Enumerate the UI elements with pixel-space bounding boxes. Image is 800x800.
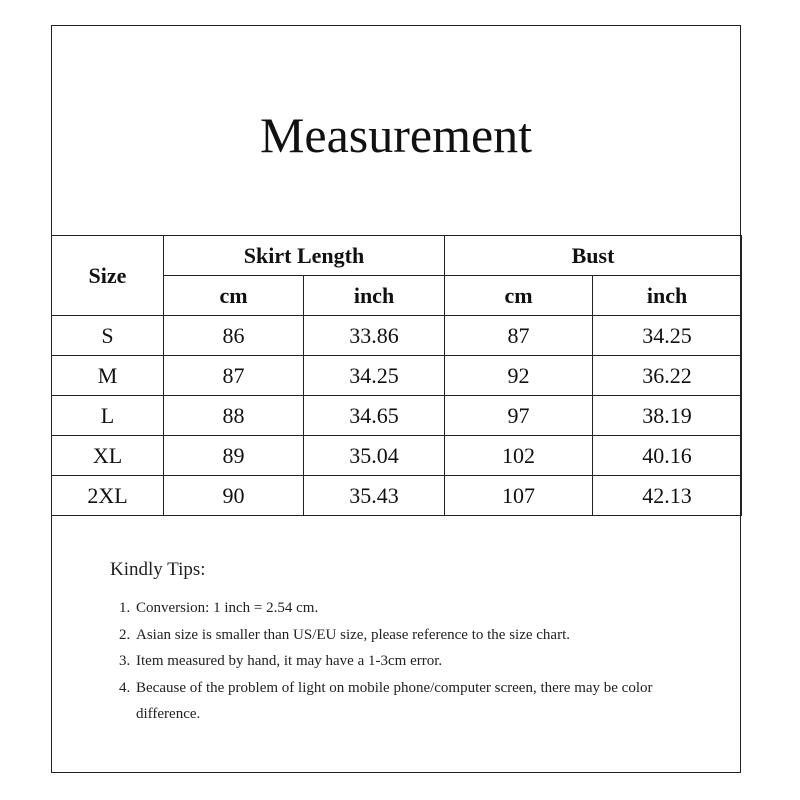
tip-item: 1. Conversion: 1 inch = 2.54 cm. bbox=[134, 595, 710, 622]
unit-header: cm bbox=[164, 276, 304, 316]
bust-header: Bust bbox=[445, 236, 742, 276]
table-cell: 107 bbox=[445, 476, 593, 516]
size-label: L bbox=[52, 396, 164, 436]
table-cell: 86 bbox=[164, 316, 304, 356]
skirt-length-header: Skirt Length bbox=[164, 236, 445, 276]
table-row bbox=[52, 436, 742, 476]
table-row bbox=[52, 396, 742, 436]
table-row bbox=[52, 316, 742, 356]
size-label: M bbox=[52, 356, 164, 396]
size-chart-table bbox=[51, 235, 742, 516]
unit-header: inch bbox=[304, 276, 445, 316]
table-cell: 35.04 bbox=[304, 436, 445, 476]
table-cell: 42.13 bbox=[593, 476, 742, 516]
tip-item: 4. Because of the problem of light on mobile phone/computer screen, there may be color difference. bbox=[134, 675, 710, 728]
table-cell: 36.22 bbox=[593, 356, 742, 396]
size-label: 2XL bbox=[52, 476, 164, 516]
unit-header: cm bbox=[445, 276, 593, 316]
size-header: Size bbox=[52, 236, 164, 316]
table-cell: 89 bbox=[164, 436, 304, 476]
table-cell: 40.16 bbox=[593, 436, 742, 476]
table-cell: 34.25 bbox=[304, 356, 445, 396]
table-cell: 90 bbox=[164, 476, 304, 516]
table-cell: 87 bbox=[164, 356, 304, 396]
table-row bbox=[52, 476, 742, 516]
table-cell: 34.25 bbox=[593, 316, 742, 356]
tip-item: 3. Item measured by hand, it may have a 1-3cm error. bbox=[134, 648, 710, 675]
page-title: Measurement bbox=[259, 107, 533, 163]
table-row bbox=[52, 356, 742, 396]
unit-header: inch bbox=[593, 276, 742, 316]
size-label: XL bbox=[52, 436, 164, 476]
table-cell: 92 bbox=[445, 356, 593, 396]
kindly-tips bbox=[110, 559, 710, 728]
tips-list bbox=[110, 595, 710, 728]
size-label: S bbox=[52, 316, 164, 356]
table-cell: 38.19 bbox=[593, 396, 742, 436]
table-cell: 33.86 bbox=[304, 316, 445, 356]
table-cell: 87 bbox=[445, 316, 593, 356]
table-cell: 35.43 bbox=[304, 476, 445, 516]
measurement-card bbox=[51, 25, 741, 773]
table-cell: 34.65 bbox=[304, 396, 445, 436]
table-cell: 102 bbox=[445, 436, 593, 476]
tip-item: 2. Asian size is smaller than US/EU size, please reference to the size chart. bbox=[134, 622, 710, 649]
table-cell: 97 bbox=[445, 396, 593, 436]
table-header-row bbox=[52, 236, 742, 276]
table-cell: 88 bbox=[164, 396, 304, 436]
tips-title: Kindly Tips: bbox=[110, 559, 206, 580]
